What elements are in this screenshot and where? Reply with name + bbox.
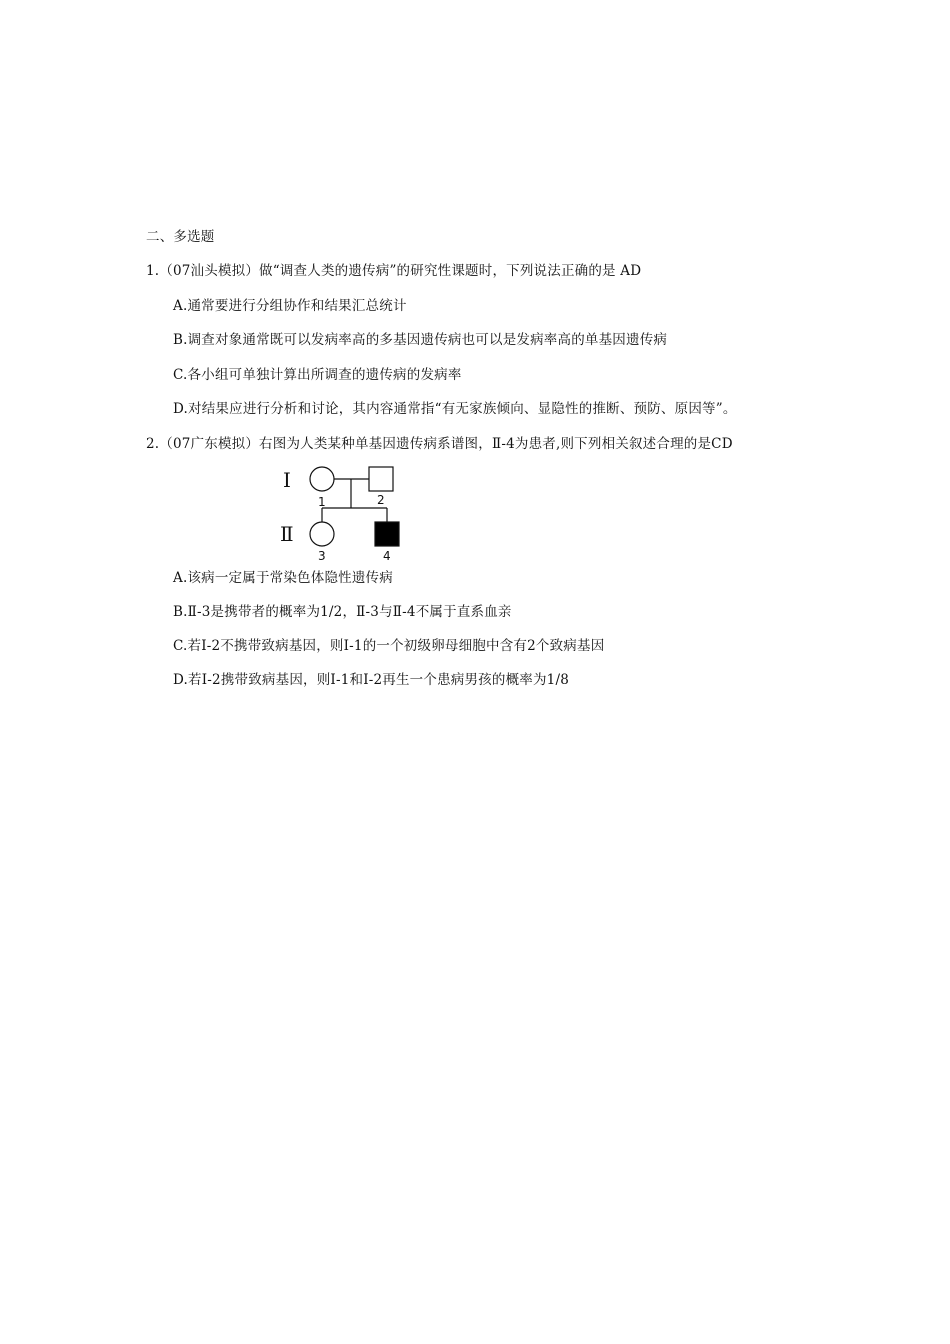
question-2-stem: 2.（07广东模拟）右图为人类某种单基因遗传病系谱图，Ⅱ-4为患者,则下列相关叙述合理的是CD (146, 436, 733, 452)
individual-2-male-unaffected (369, 467, 393, 491)
pedigree-diagram (270, 460, 420, 568)
individual-3-female-unaffected (310, 522, 334, 546)
individual-4-male-affected (375, 522, 399, 546)
individual-1-female-unaffected (310, 467, 334, 491)
individual-2-label: 2 (377, 493, 385, 507)
question-2-option-d: D.若Ⅰ-2携带致病基因，则Ⅰ-1和Ⅰ-2再生一个患病男孩的概率为1/8 (173, 672, 570, 688)
individual-4-label: 4 (383, 549, 391, 563)
question-2-option-c: C.若Ⅰ-2不携带致病基因，则Ⅰ-1的一个初级卵母细胞中含有2个致病基因 (173, 638, 605, 654)
generation-label-1: Ⅰ (283, 470, 291, 492)
question-1-stem: 1.（07汕头模拟）做“调查人类的遗传病”的研究性课题时，下列说法正确的是 AD (146, 263, 642, 279)
individual-1-label: 1 (318, 495, 326, 509)
generation-label-2: Ⅱ (280, 524, 294, 546)
question-1-option-d: D.对结果应进行分析和讨论，其内容通常指“有无家族倾向、显隐性的推断、预防、原因等”。 (173, 401, 737, 417)
question-2-option-a: A.该病一定属于常染色体隐性遗传病 (173, 570, 393, 586)
question-2-option-b: B.Ⅱ-3是携带者的概率为1/2，Ⅱ-3与Ⅱ-4不属于直系血亲 (173, 604, 512, 620)
section-title: 二、多选题 (146, 229, 215, 245)
question-1-option-c: C.各小组可单独计算出所调查的遗传病的发病率 (173, 367, 462, 383)
individual-3-label: 3 (318, 549, 326, 563)
question-1-option-a: A.通常要进行分组协作和结果汇总统计 (173, 298, 407, 314)
question-1-option-b: B.调查对象通常既可以发病率高的多基因遗传病也可以是发病率高的单基因遗传病 (173, 332, 668, 348)
